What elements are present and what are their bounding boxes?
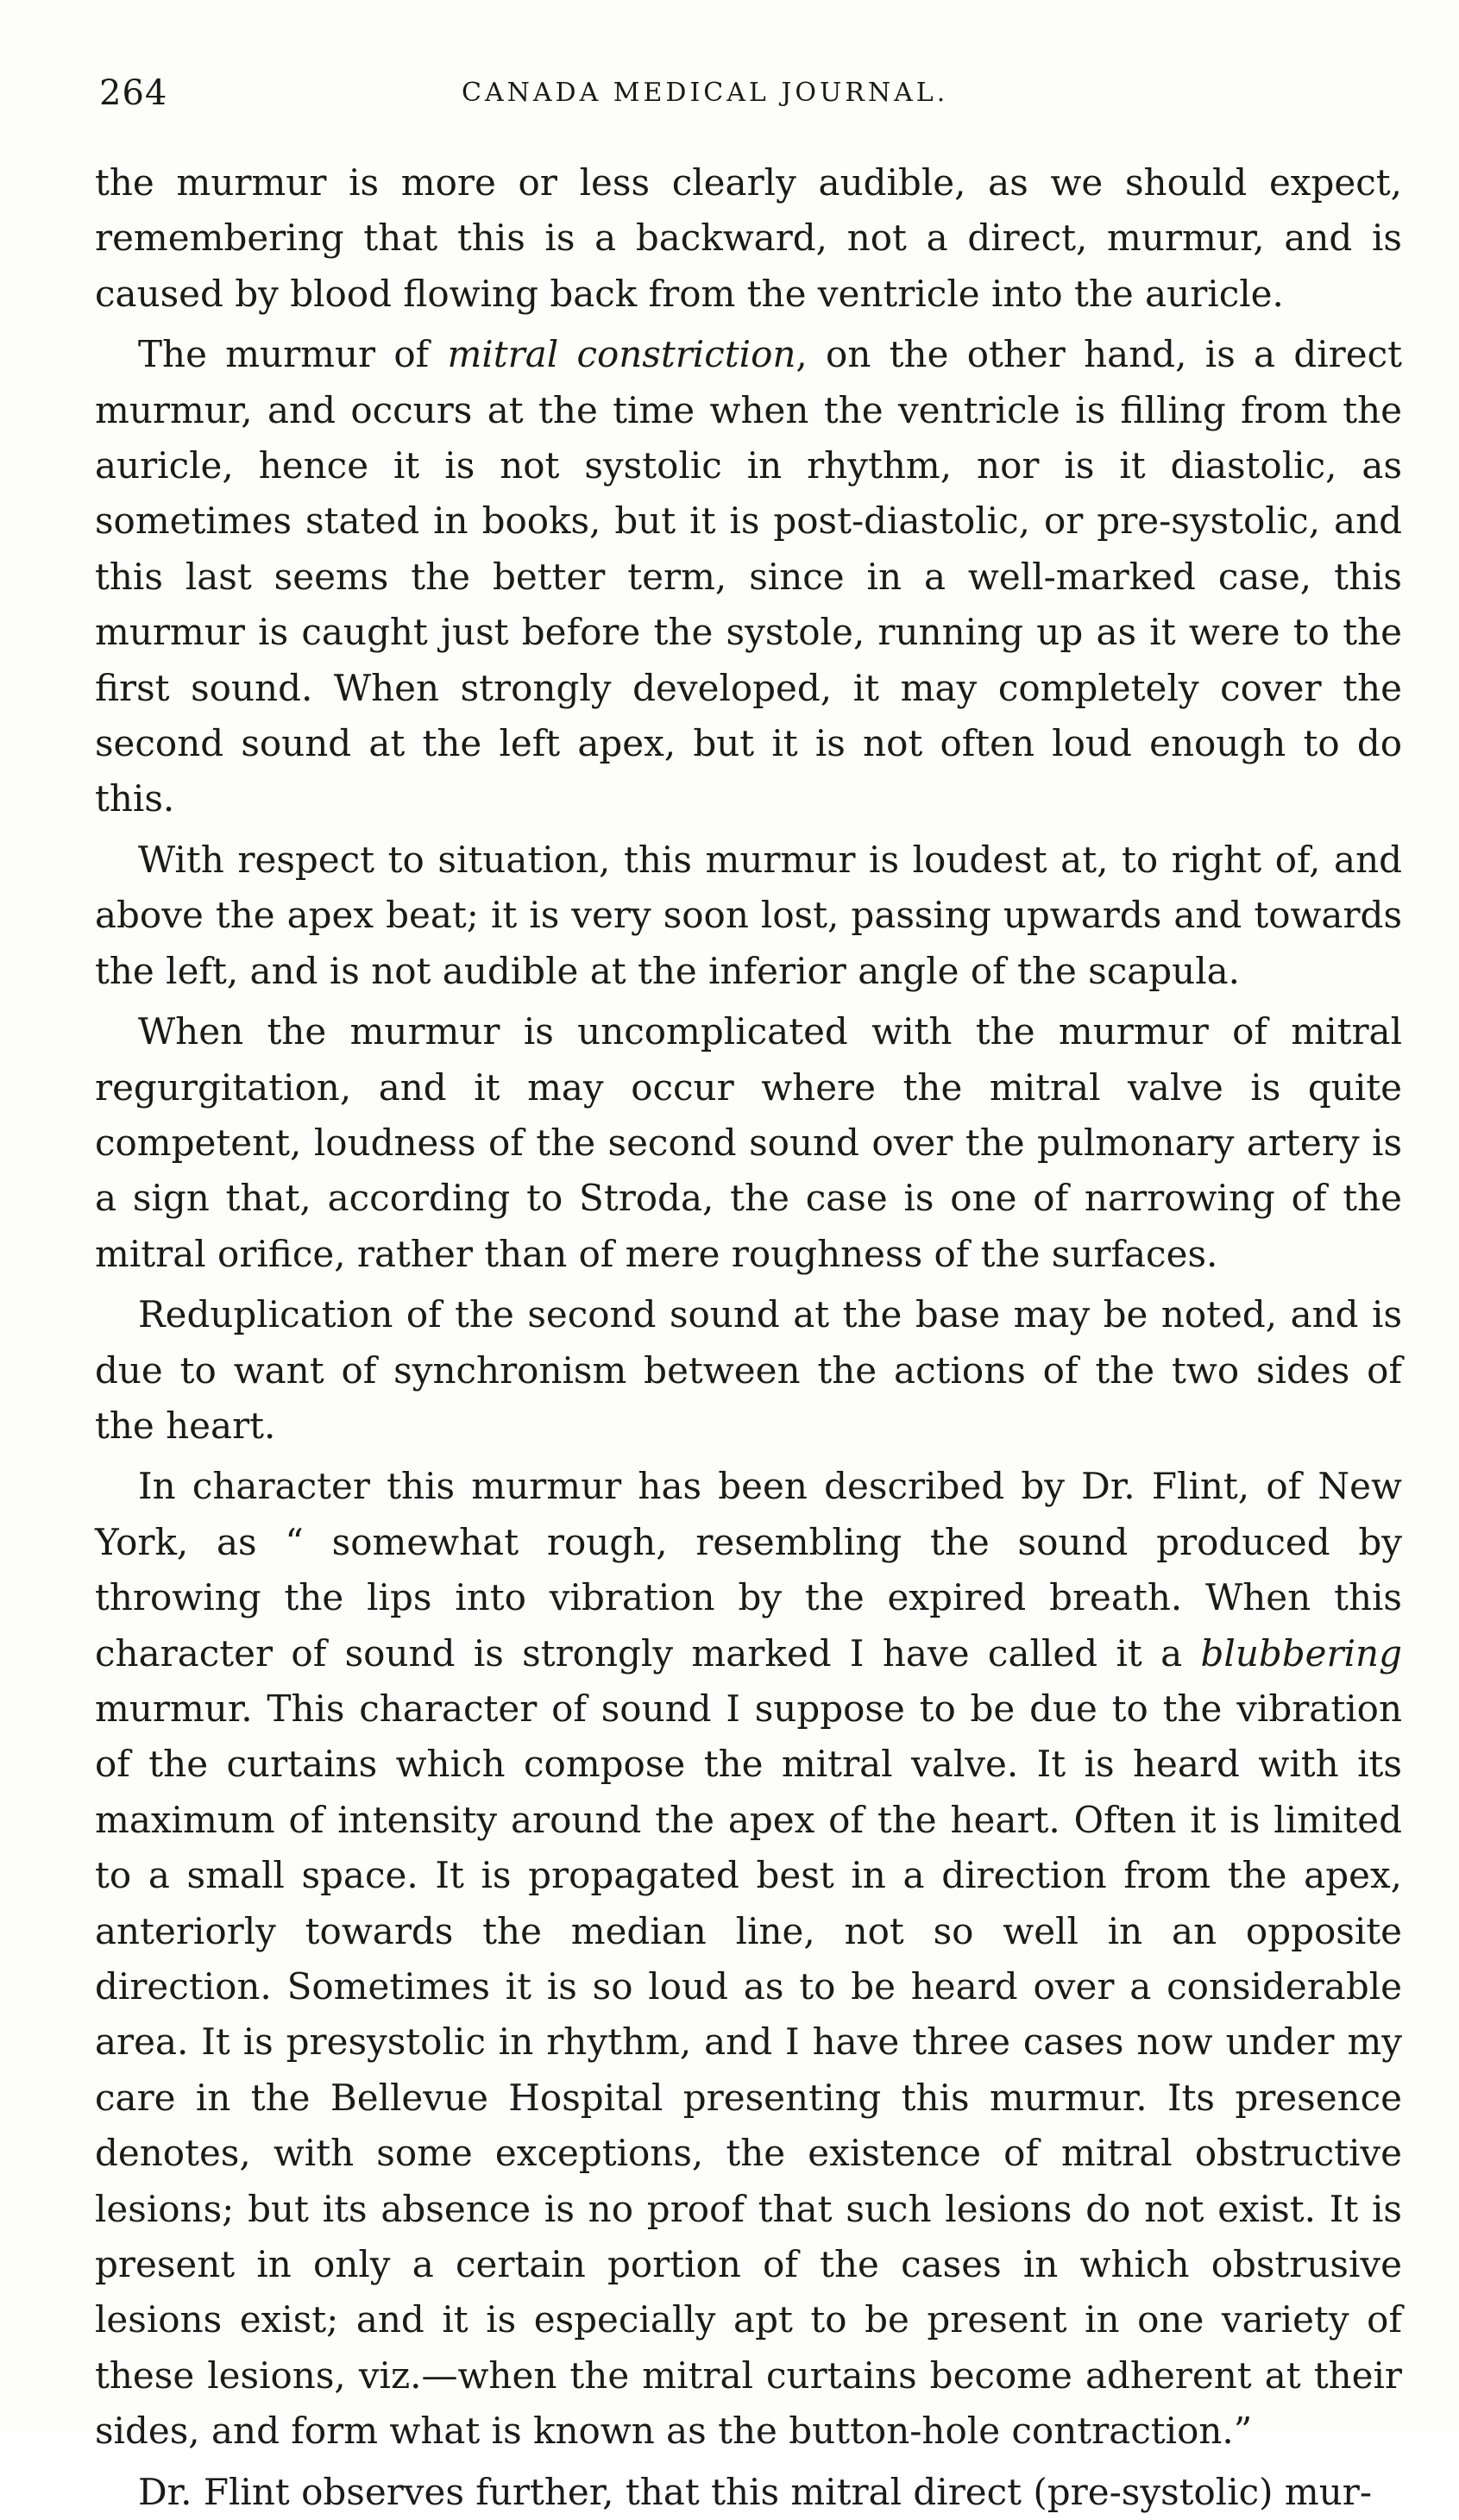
paragraph-flint-quote	[95, 1459, 1402, 2459]
paragraph-continuation	[95, 155, 1402, 322]
emphasis-term: mitral constriction	[447, 333, 796, 376]
paragraph-text-lead: In character this murmur has been described by Dr. Flint, of New York, as “ somewhat rough, resembling the sound produced by throwing the lips into vibration by the expired breath. When this character of sound is strongly marked I have called it a	[95, 1465, 1402, 1675]
paragraph-text-rest: , on the other hand, is a direct murmur, and occurs at the time when the ventricle is filling from the auricle, hence it is not systolic in rhythm, nor is it diastolic, as sometimes stated in books, but it is post-diastolic, or pre-systolic, and this last seems the better term, since in a well-marked case, this murmur is caught just before the systole, running up as it were to the first sound. When strongly developed, it may completely cover the second sound at the left apex, but it is not often loud enough to do this.	[95, 333, 1402, 820]
paragraph-text: When the murmur is uncomplicated with the murmur of mitral regurgitation, and it may occur where the mitral valve is quite competent, loudness of the second sound over the pulmonary artery is a sign that, according to Stroda, the case is one of narrowing of the mitral orifice, rather than of mere roughness of the surfaces.	[95, 1010, 1402, 1275]
paragraph-text: the murmur is more or less clearly audible, as we should expect, remembering that this is a backward, not a direct, murmur, and is caused by blood flowing back from the ventricle into the auricle.	[95, 161, 1402, 315]
article-body	[95, 155, 1402, 2520]
paragraph-text-rest: murmur. This character of sound I suppose to be due to the vibration of the curtains which compose the mitral valve. It is heard with its maximum of intensity around the apex of the heart. Often it is limited to a small space. It is propagated best in a direction from the apex, anteriorly towards the median line, not so well in an opposite direction. Sometimes it is so loud as to be heard over a considerable area. It is presystolic in rhythm, and I have three cases now under my care in the Bellevue Hospital presenting this murmur. Its presence denotes, with some exceptions, the existence of mitral obstructive lesions; but its absence is no proof that such lesions do not exist. It is present in only a certain portion of the cases in which obstrusive lesions exist; and it is especially apt to be present in one variety of these lesions, viz.—when the mitral curtains become adherent at their sides, and form what is known as the button-hole contraction.”	[95, 1687, 1402, 2453]
page-header	[99, 67, 1393, 119]
running-title: CANADA MEDICAL JOURNAL.	[462, 78, 949, 108]
paragraph-flint-further	[95, 2465, 1402, 2520]
paragraph-text-lead: The murmur of	[138, 333, 448, 376]
paragraph-text: With respect to situation, this murmur is loudest at, to right of, and above the apex beat; it is very soon lost, passing upwards and towards the left, and is not audible at the inferior angle of the scapula.	[95, 838, 1402, 992]
paragraph-uncomplicated	[95, 1004, 1402, 1282]
paragraph-text: Dr. Flint observes further, that this mitral direct (pre-systolic) mur-	[138, 2470, 1373, 2513]
paragraph-mitral-constriction	[95, 327, 1402, 827]
paragraph-situation	[95, 833, 1402, 999]
emphasis-term: blubbering	[1200, 1631, 1402, 1675]
paragraph-text: Reduplication of the second sound at the base may be noted, and is due to want of synchronism between the actions of the two sides of the heart.	[95, 1293, 1402, 1447]
paragraph-reduplication	[95, 1287, 1402, 1454]
page-number: 264	[99, 73, 168, 113]
